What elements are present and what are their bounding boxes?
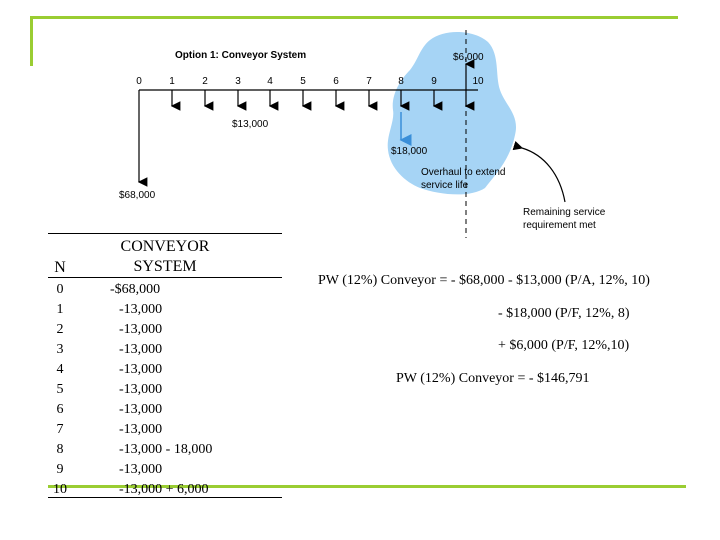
initial-investment-label: $68,000 — [119, 190, 156, 201]
period-label: 7 — [366, 76, 372, 87]
table-cell-n: 1 — [56, 302, 64, 317]
table-cell-conveyor: -$68,000 — [110, 282, 161, 297]
salvage-label: $6,000 — [453, 52, 484, 63]
period-label: 4 — [267, 76, 273, 87]
table-cell-conveyor: -13,000 - 18,000 — [119, 442, 213, 457]
table-bottom-rule — [48, 497, 282, 498]
table-cell-conveyor: -13,000 — [119, 322, 163, 337]
table-cell-n: 2 — [56, 322, 64, 337]
table-cell-conveyor: -13,000 — [119, 302, 163, 317]
overhaul-label: $18,000 — [391, 146, 428, 157]
pw-equation-line1: PW (12%) Conveyor = - $68,000 - $13,000 (P/A, 12%, 10) — [318, 273, 650, 288]
period-label: 9 — [431, 76, 437, 87]
cash-flow-diagram — [0, 0, 720, 240]
table-cell-n: 4 — [56, 362, 64, 377]
period-label: 10 — [472, 76, 484, 87]
table-cell-conveyor: -13,000 — [119, 342, 163, 357]
period-label: 6 — [333, 76, 339, 87]
table-cell-conveyor: -13,000 — [119, 462, 163, 477]
table-cell-conveyor: -13,000 — [119, 382, 163, 397]
table-cell-n: 7 — [56, 422, 64, 437]
table-header-system: SYSTEM — [133, 258, 197, 275]
table-cell-conveyor: -13,000 — [119, 362, 163, 377]
overhaul-note-line1: Overhaul to extend — [421, 167, 506, 178]
period-label: 3 — [235, 76, 241, 87]
table-cell-n: 10 — [53, 482, 67, 497]
table-cell-conveyor: -13,000 + 6,000 — [119, 482, 209, 497]
table-cell-conveyor: -13,000 — [119, 422, 163, 437]
period-label: 2 — [202, 76, 208, 87]
period-label: 0 — [136, 76, 142, 87]
remaining-pointer-arrow — [522, 148, 565, 202]
period-label: 1 — [169, 76, 175, 87]
pw-equation-line2: - $18,000 (P/F, 12%, 8) — [498, 306, 630, 321]
pw-result: PW (12%) Conveyor = - $146,791 — [396, 371, 590, 386]
annual-cost-label: $13,000 — [232, 119, 269, 130]
table-header-rule — [48, 277, 282, 278]
diagram-title: Option 1: Conveyor System — [175, 50, 307, 61]
pw-equation-line3: + $6,000 (P/F, 12%,10) — [498, 338, 630, 353]
table-header-conveyor: CONVEYOR — [120, 238, 210, 255]
table-cell-n: 0 — [56, 282, 64, 297]
remaining-note-line1: Remaining service — [523, 207, 606, 218]
period-label: 5 — [300, 76, 306, 87]
table-cell-n: 8 — [56, 442, 64, 457]
remaining-note-line2: requirement met — [523, 220, 596, 231]
table-header-n: N — [54, 259, 66, 276]
table-cell-n: 5 — [56, 382, 64, 397]
overhaul-note-line2: service life — [421, 180, 469, 191]
table-cell-n: 3 — [56, 342, 64, 357]
period-label: 8 — [398, 76, 404, 87]
table-cell-n: 6 — [56, 402, 64, 417]
table-cell-conveyor: -13,000 — [119, 402, 163, 417]
table-top-rule — [48, 233, 282, 234]
table-cell-n: 9 — [56, 462, 64, 477]
period-labels — [136, 76, 484, 87]
